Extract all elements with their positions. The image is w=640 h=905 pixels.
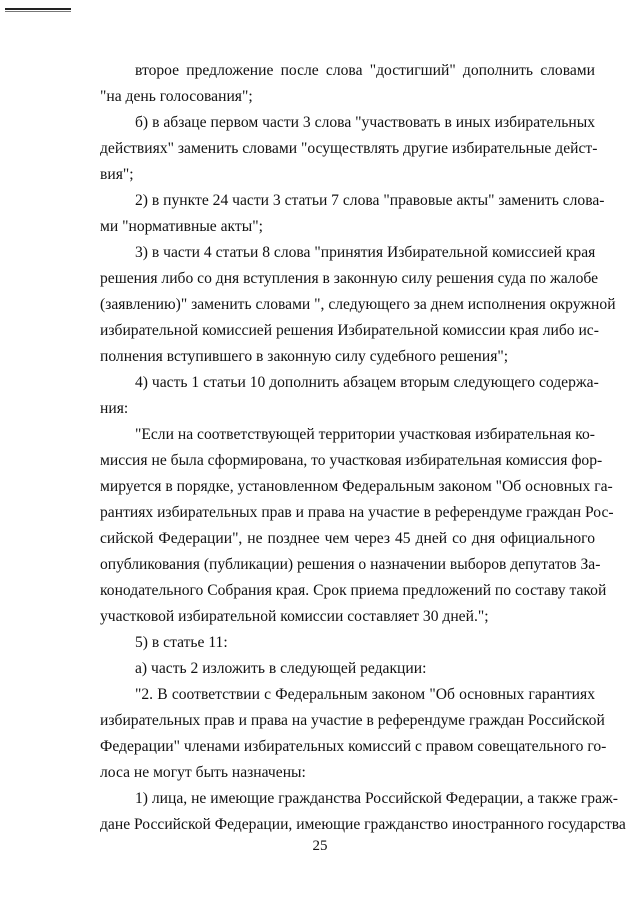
text-line: опубликования (публикации) решения о назначении выборов депутатов За- xyxy=(100,556,601,573)
text-line: Федерации" членами избирательных комиссий с правом совещательного го- xyxy=(100,738,607,755)
text-line: конодательного Собрания края. Срок приема предложений по составу такой xyxy=(100,582,607,599)
text-line: участковой избирательной комиссии составляет 30 дней."; xyxy=(100,608,489,625)
text-line: дане Российской Федерации, имеющие гражданство иностранного государства xyxy=(100,816,626,833)
text-line: вия"; xyxy=(100,166,134,183)
text-line: решения либо со дня вступления в законную силу решения суда по жалобе xyxy=(100,270,599,287)
text-line: рантиях избирательных прав и права на участие в референдуме граждан Рос- xyxy=(100,504,614,521)
text-line: действиях" заменить словами "осуществлять другие избирательные дейст- xyxy=(100,140,598,157)
text-line: ми "нормативные акты"; xyxy=(100,218,263,235)
text-line: миссия не была сформирована, то участковая избирательная комиссия фор- xyxy=(100,452,603,469)
text-line: б) в абзаце первом части 3 слова "участвовать в иных избирательных xyxy=(135,114,595,131)
text-line: мируется в порядке, установленном Федеральным законом "Об основных га- xyxy=(100,478,613,495)
document-body xyxy=(100,58,626,838)
text-line: 1) лица, не имеющие гражданства Российской Федерации, а также граж- xyxy=(135,790,618,807)
page-number: 25 xyxy=(312,838,328,854)
text-line: второе предложение после слова "достигший" дополнить словами xyxy=(135,62,595,79)
text-line: "Если на соответствующей территории участковая избирательная ко- xyxy=(135,426,595,443)
scan-corner-mark xyxy=(5,8,71,10)
text-line: 3) в части 4 статьи 8 слова "принятия Избирательной комиссией края xyxy=(135,244,596,261)
text-line: ния: xyxy=(100,400,129,417)
text-line: 2) в пункте 24 части 3 статьи 7 слова "правовые акты" заменить слова- xyxy=(135,192,605,209)
text-line: лоса не могут быть назначены: xyxy=(100,764,306,781)
text-line: 4) часть 1 статьи 10 дополнить абзацем вторым следующего содержа- xyxy=(135,374,599,391)
text-line: "2. В соответствии с Федеральным законом "Об основных гарантиях xyxy=(135,686,595,703)
text-line: а) часть 2 изложить в следующей редакции: xyxy=(135,660,427,677)
text-line: избирательных прав и права на участие в референдуме граждан Российской xyxy=(100,712,605,729)
text-line: сийской Федерации", не позднее чем через 45 дней со дня официального xyxy=(100,530,595,547)
text-line: "на день голосования"; xyxy=(100,88,253,105)
text-line: полнения вступившего в законную силу судебного решения"; xyxy=(100,348,509,365)
text-line: избирательной комиссией решения Избирательной комиссии края либо ис- xyxy=(100,322,599,339)
text-line: (заявлению)" заменить словами ", следующего за днем исполнения окружной xyxy=(100,296,616,313)
text-line: 5) в статье 11: xyxy=(135,634,228,651)
